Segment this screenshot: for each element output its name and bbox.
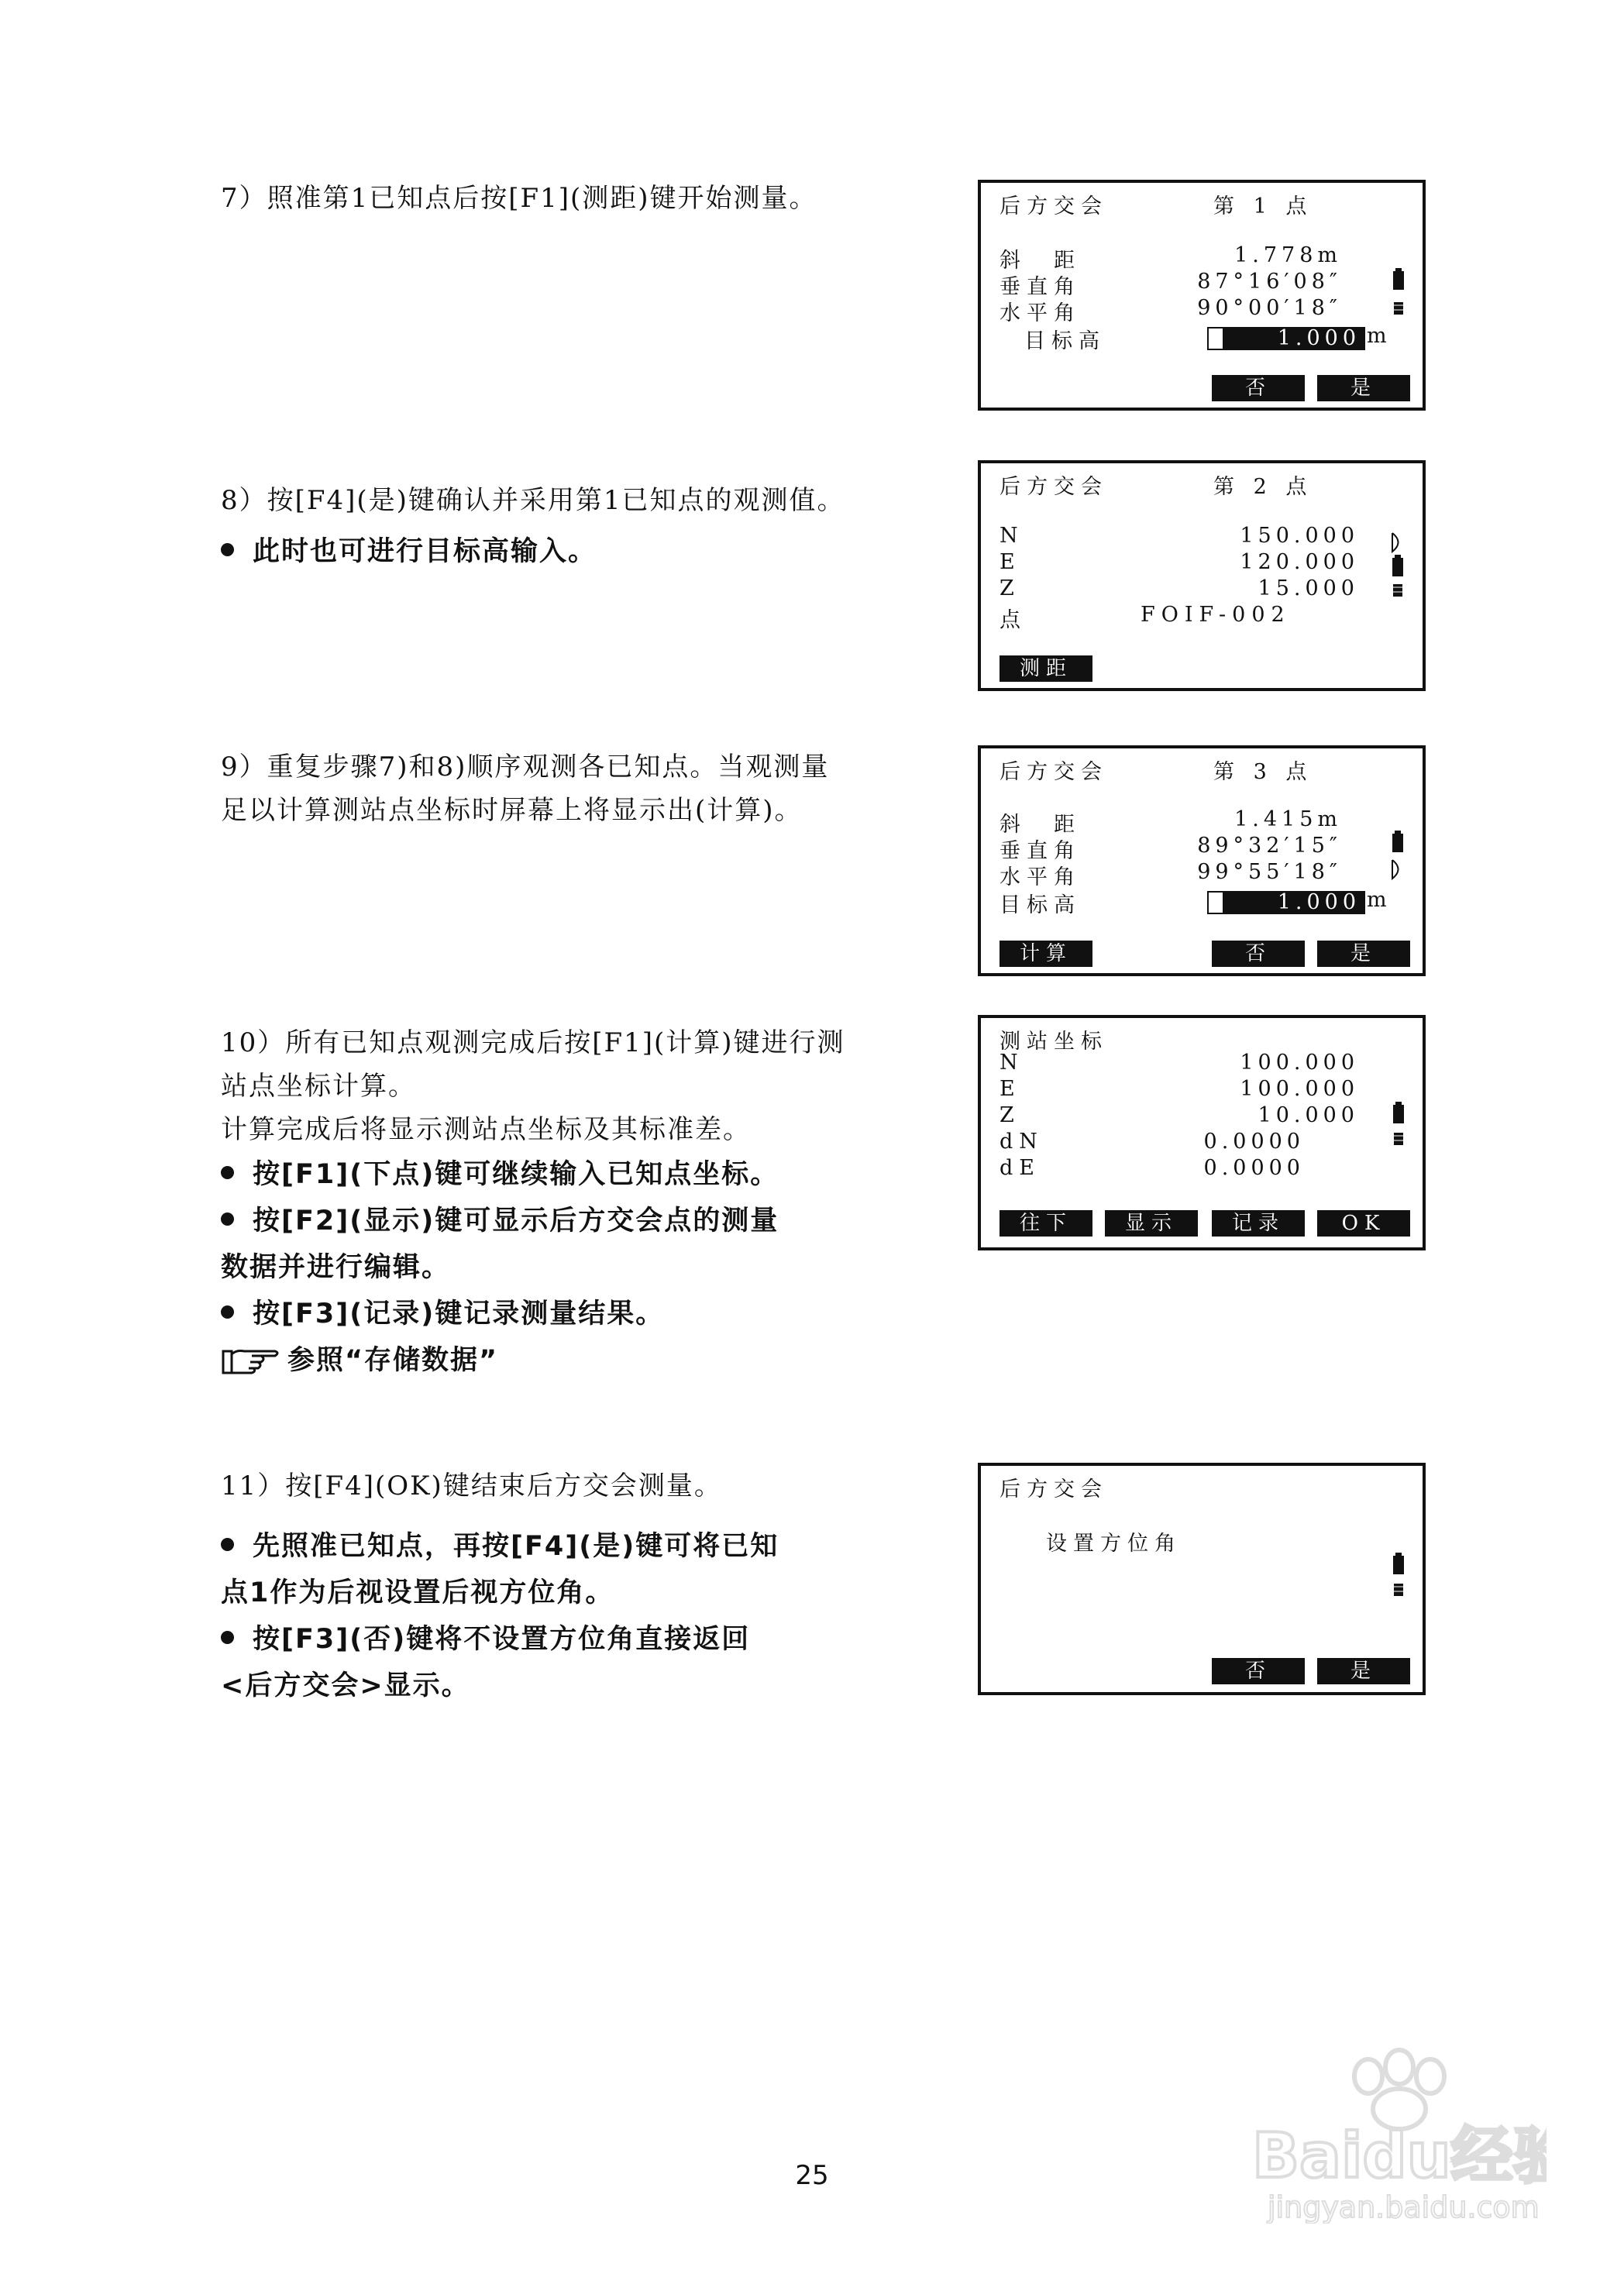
bullet-dot	[221, 1305, 234, 1319]
step-9	[221, 745, 918, 832]
screen-title: 测站坐标	[1000, 1030, 1108, 1054]
softkey-next-point[interactable]: 往下	[1000, 1210, 1092, 1237]
step-9-line-2: 足以计算测站点坐标时屏幕上将显示出(计算)。	[221, 795, 803, 826]
step-10-line-2: 站点坐标计算。	[221, 1071, 416, 1102]
screen-message: 设置方位角	[1046, 1532, 1182, 1556]
softkey-yes[interactable]: 是	[1317, 375, 1410, 401]
vertical-angle-label: 垂直角	[1000, 275, 1081, 299]
screen-subtitle: 第 2 点	[1213, 475, 1313, 499]
softkey-no[interactable]: 否	[1212, 941, 1305, 967]
elevation-label: Z	[1000, 576, 1020, 600]
step-8-text: 8）按[F4](是)键确认并采用第1已知点的观测值。	[221, 485, 845, 516]
step-8	[221, 479, 918, 575]
step-8-bullet: 此时也可进行目标高输入。	[221, 528, 918, 575]
elevation-label: Z	[1000, 1103, 1020, 1127]
east-value: 100.000	[1240, 1077, 1359, 1101]
screen-subtitle: 第 3 点	[1213, 760, 1313, 784]
softkey-yes[interactable]: 是	[1317, 941, 1410, 967]
pointing-hand-icon	[221, 1345, 281, 1376]
step-11-bullet-2-cont: <后方交会>显示。	[221, 1670, 470, 1701]
north-label: N	[1000, 524, 1024, 548]
softkey-yes[interactable]: 是	[1317, 1658, 1410, 1684]
step-10-bullet-3: 按[F3](记录)键记录测量结果。	[221, 1291, 918, 1337]
lcd-screen-point-3	[978, 745, 1426, 976]
step-10-line-1: 10）所有已知点观测完成后按[F1](计算)键进行测	[221, 1027, 845, 1058]
elevation-value: 15.000	[1258, 576, 1359, 600]
step-10-line-3: 计算完成后将显示测站点坐标及其标准差。	[221, 1114, 751, 1145]
softkey-display[interactable]: 显示	[1105, 1210, 1198, 1237]
step-11-text: 11）按[F4](OK)键结束后方交会测量。	[221, 1470, 722, 1501]
battery-icon	[1392, 268, 1406, 322]
step-11-bullet-1-cont: 点1作为后视设置后视方位角。	[221, 1577, 614, 1608]
bullet-dot	[221, 1166, 234, 1179]
bullet-dot	[221, 1213, 234, 1226]
step-10-bullet-2-cont: 数据并进行编辑。	[221, 1252, 451, 1283]
screen-subtitle: 第 1 点	[1213, 194, 1313, 218]
de-label: dE	[1000, 1156, 1041, 1180]
target-height-input[interactable]: 1.000	[1207, 327, 1365, 350]
slope-distance-value: 1.415m	[1234, 807, 1342, 831]
lcd-screen-point-2	[978, 460, 1426, 691]
screen-title: 后方交会	[1000, 475, 1108, 499]
horizontal-angle-label: 水平角	[1000, 301, 1081, 325]
softkey-measure[interactable]: 测距	[1000, 655, 1092, 682]
vertical-angle-value: 89°32′15″	[1197, 834, 1342, 858]
baidu-watermark	[1252, 2045, 1547, 2227]
dn-label: dN	[1000, 1130, 1044, 1154]
north-label: N	[1000, 1051, 1024, 1075]
horizontal-angle-value: 99°55′18″	[1197, 860, 1342, 884]
step-11-bullet-2: 按[F3](否)键将不设置方位角直接返回	[221, 1616, 918, 1663]
step-11-bullet-1: 先照准已知点，再按[F4](是)键可将已知	[221, 1523, 918, 1570]
point-name-value: FOIF-002	[1141, 603, 1291, 627]
softkey-ok[interactable]: OK	[1317, 1210, 1410, 1237]
slope-distance-value: 1.778m	[1234, 243, 1342, 267]
north-value: 100.000	[1240, 1051, 1359, 1075]
softkey-no[interactable]: 否	[1212, 1658, 1305, 1684]
bullet-dot	[221, 1538, 234, 1551]
page-number: 25	[795, 2160, 829, 2191]
battery-icon	[1392, 1553, 1406, 1602]
lcd-screen-station-coords	[978, 1015, 1426, 1250]
horizontal-angle-value: 90°00′18″	[1197, 296, 1342, 320]
target-height-input[interactable]: 1.000	[1207, 891, 1365, 914]
step-9-line-1: 9）重复步骤7)和8)顺序观测各已知点。当观测量	[221, 752, 830, 783]
unit-label: m	[1367, 888, 1387, 912]
point-label: 点	[1000, 608, 1027, 632]
slope-distance-label: 斜 距	[1000, 813, 1081, 837]
slope-distance-label: 斜 距	[1000, 249, 1081, 273]
battery-icon	[1392, 1102, 1406, 1151]
reference-note: 参照“存储数据”	[221, 1337, 918, 1384]
svg-text:Baidu经验: Baidu经验	[1252, 2120, 1547, 2192]
target-height-label: 目标高	[1024, 329, 1106, 353]
battery-prism-icon	[1390, 831, 1406, 880]
screen-title: 后方交会	[1000, 760, 1108, 784]
softkey-record[interactable]: 记录	[1212, 1210, 1305, 1237]
elevation-value: 10.000	[1258, 1103, 1359, 1127]
step-10	[221, 1021, 918, 1384]
svg-text:jingyan.baidu.com: jingyan.baidu.com	[1268, 2190, 1540, 2224]
baidu-paw-logo-icon	[1252, 2045, 1547, 2224]
unit-label: m	[1367, 324, 1387, 348]
east-label: E	[1000, 550, 1021, 574]
east-value: 120.000	[1240, 550, 1359, 574]
step-10-bullet-2: 按[F2](显示)键可显示后方交会点的测量	[221, 1198, 918, 1244]
lcd-screen-set-azimuth	[978, 1463, 1426, 1695]
screen-title: 后方交会	[1000, 194, 1108, 218]
east-label: E	[1000, 1077, 1021, 1101]
bullet-dot	[221, 543, 234, 556]
lcd-screen-point-1	[978, 180, 1426, 411]
softkey-calculate[interactable]: 计算	[1000, 941, 1092, 967]
prism-battery-icon	[1390, 531, 1406, 606]
step-7-text: 7）照准第1已知点后按[F1](测距)键开始测量。	[221, 183, 817, 214]
de-value: 0.0000	[1203, 1156, 1305, 1180]
step-11	[221, 1464, 918, 1709]
softkey-no[interactable]: 否	[1212, 375, 1305, 401]
north-value: 150.000	[1240, 524, 1359, 548]
horizontal-angle-label: 水平角	[1000, 865, 1081, 889]
vertical-angle-value: 87°16′08″	[1197, 270, 1342, 294]
bullet-dot	[221, 1631, 234, 1644]
screen-title: 后方交会	[1000, 1477, 1108, 1501]
step-7	[221, 177, 918, 220]
vertical-angle-label: 垂直角	[1000, 839, 1081, 863]
dn-value: 0.0000	[1203, 1130, 1305, 1154]
target-height-label: 目标高	[1000, 893, 1081, 917]
step-10-bullet-1: 按[F1](下点)键可继续输入已知点坐标。	[221, 1151, 918, 1198]
